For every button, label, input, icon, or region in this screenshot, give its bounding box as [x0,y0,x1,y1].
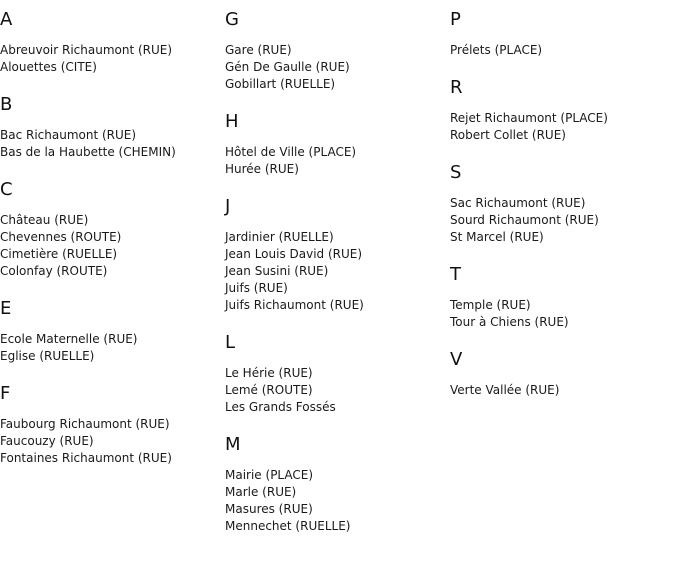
index-column [450,8,608,416]
street-link[interactable]: Sac Richaumont (RUE) [450,196,586,210]
street-link[interactable]: Jean Susini (RUE) [225,264,329,278]
street-link[interactable]: Colonfay (ROUTE) [0,264,108,278]
street-link[interactable]: Gare (RUE) [225,43,292,57]
letter-heading: M [225,434,241,455]
letter-group [225,110,364,178]
letter-group [450,263,608,331]
street-link[interactable]: Ecole Maternelle (RUE) [0,332,138,346]
street-link[interactable]: Eglise (RUELLE) [0,349,95,363]
index-column [225,8,364,552]
street-link[interactable]: Sourd Richaumont (RUE) [450,213,599,227]
letter-group [450,8,608,59]
street-link[interactable]: Temple (RUE) [450,298,531,312]
street-link[interactable]: Hôtel de Ville (PLACE) [225,145,357,159]
letter-group [0,297,176,365]
street-link[interactable]: Mennechet (RUELLE) [225,519,351,533]
letter-heading: P [450,9,461,30]
index-column [0,8,176,484]
letter-heading: J [225,196,231,217]
letter-group [450,76,608,144]
street-link[interactable]: Chevennes (ROUTE) [0,230,122,244]
letter-group [225,195,364,314]
street-link[interactable]: Robert Collet (RUE) [450,128,566,142]
letter-group [225,331,364,416]
letter-group [0,178,176,280]
street-link[interactable]: Juifs Richaumont (RUE) [225,298,364,312]
street-link[interactable]: Mairie (PLACE) [225,468,314,482]
street-link[interactable]: Château (RUE) [0,213,89,227]
street-link[interactable]: Jardinier (RUELLE) [225,230,334,244]
street-link[interactable]: Hurée (RUE) [225,162,299,176]
street-link[interactable]: Lemé (ROUTE) [225,383,313,397]
street-link[interactable]: Alouettes (CITE) [0,60,97,74]
street-link[interactable]: Masures (RUE) [225,502,313,516]
street-link[interactable]: Le Hérie (RUE) [225,366,313,380]
street-link[interactable]: Marle (RUE) [225,485,297,499]
letter-heading: T [450,264,461,285]
street-link[interactable]: Verte Vallée (RUE) [450,383,560,397]
letter-heading: G [225,9,239,30]
street-link[interactable]: Gobillart (RUELLE) [225,77,336,91]
letter-group [0,8,176,76]
street-link[interactable]: Faucouzy (RUE) [0,434,94,448]
street-link[interactable]: Gén De Gaulle (RUE) [225,60,350,74]
street-link[interactable]: Rejet Richaumont (PLACE) [450,111,608,125]
street-link[interactable]: Bac Richaumont (RUE) [0,128,137,142]
letter-group [450,161,608,246]
letter-heading: H [225,111,239,132]
street-link[interactable]: Juifs (RUE) [225,281,288,295]
letter-group [450,348,608,399]
street-link[interactable]: Bas de la Haubette (CHEMIN) [0,145,176,159]
letter-heading: E [0,298,12,319]
letter-heading: B [0,94,13,115]
letter-heading: R [450,77,463,98]
letter-heading: C [0,179,13,200]
letter-group [0,93,176,161]
letter-heading: V [450,349,463,370]
letter-heading: F [0,383,11,404]
letter-heading: A [0,9,13,30]
street-link[interactable]: Prélets (PLACE) [450,43,543,57]
street-link[interactable]: Les Grands Fossés [225,400,336,414]
street-link[interactable]: St Marcel (RUE) [450,230,544,244]
letter-group [0,382,176,467]
street-link[interactable]: Tour à Chiens (RUE) [450,315,569,329]
letter-heading: S [450,162,462,183]
street-link[interactable]: Fontaines Richaumont (RUE) [0,451,172,465]
letter-heading: L [225,332,236,353]
letter-group [225,433,364,535]
letter-group [225,8,364,93]
street-link[interactable]: Abreuvoir Richaumont (RUE) [0,43,173,57]
street-link[interactable]: Faubourg Richaumont (RUE) [0,417,170,431]
street-link[interactable]: Jean Louis David (RUE) [225,247,363,261]
street-link[interactable]: Cimetière (RUELLE) [0,247,118,261]
